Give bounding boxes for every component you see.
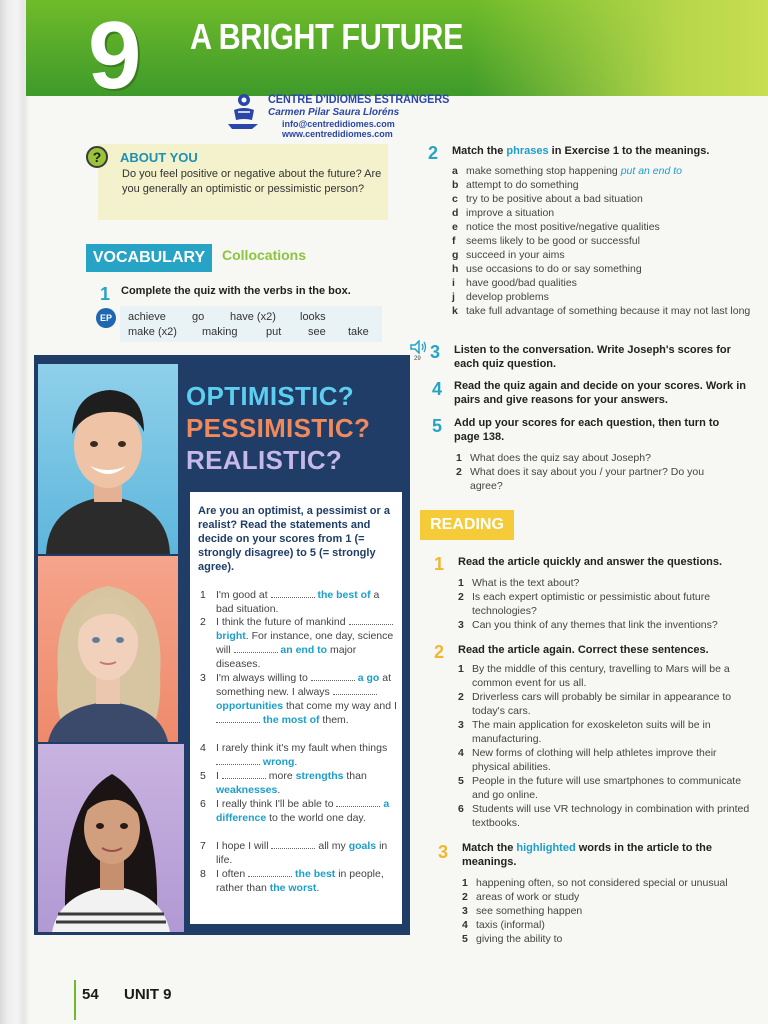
answer-blank[interactable] [222, 770, 266, 779]
question-list [458, 576, 756, 632]
list-item [452, 248, 752, 262]
item-text: happening often, so not considered special or unusual [476, 877, 728, 889]
item-number: 1 [458, 663, 464, 675]
quiz-title-realistic: REALISTIC? [186, 445, 343, 475]
item-number: 6 [458, 803, 464, 815]
question-list [456, 451, 716, 493]
item-text: What is the text about? [472, 577, 580, 589]
quiz-item [200, 867, 398, 895]
list-item [458, 576, 756, 590]
quiz-text: I really think I'll be able to [216, 798, 337, 810]
answer-blank[interactable] [234, 644, 278, 653]
list-item [462, 918, 762, 932]
exercise-instruction: Complete the quiz with the verbs in the box. [121, 285, 351, 297]
quiz-text: in people, rather than [216, 868, 384, 894]
exercise-number: 4 [432, 379, 443, 399]
item-letter: e [452, 221, 458, 233]
quiz-text: . [294, 756, 298, 768]
word-box-item: have (x2) [230, 311, 276, 323]
list-item [458, 662, 756, 690]
word-box-item: take [348, 326, 369, 338]
quiz-text: them. [319, 714, 349, 726]
item-text: see something happen [476, 905, 583, 917]
item-number: 1 [456, 452, 462, 464]
quiz-text: I hope I will [216, 840, 272, 852]
portrait-boy [38, 364, 178, 554]
list-item [452, 304, 752, 318]
quiz-text: I'm good at [216, 589, 271, 601]
item-letter: g [452, 249, 459, 261]
exercise-number: 3 [430, 342, 441, 362]
quiz-text: . For instance, one day, science will [216, 630, 394, 656]
collocation: the best [295, 868, 336, 880]
word-box-item: see [308, 326, 326, 338]
quiz-item [200, 797, 398, 825]
quiz-text: I'm always willing to [216, 672, 311, 684]
item-number: 1 [462, 877, 468, 889]
exercise-instruction [462, 841, 752, 869]
item-number: 3 [462, 905, 468, 917]
about-you-title: ABOUT YOU [120, 150, 198, 165]
exercise-number: 3 [438, 842, 449, 862]
quiz-item-number: 6 [200, 798, 206, 810]
item-text: Students will use VR technology in combination with printed textbooks. [472, 803, 750, 829]
quiz-item-number: 5 [200, 770, 206, 782]
list-item [458, 774, 756, 802]
item-text: make something stop happening [466, 165, 621, 177]
item-letter: a [452, 165, 458, 177]
collocation: opportunities [216, 700, 284, 712]
item-text: New forms of clothing will help athletes improve their physical abilities. [472, 747, 717, 773]
school-email: info@centredidiomes.com [282, 119, 395, 129]
quiz-text: I [216, 770, 222, 782]
item-number: 3 [458, 619, 464, 631]
collocation: strengths [295, 770, 344, 782]
item-number: 4 [462, 919, 468, 931]
item-number: 5 [458, 775, 464, 787]
quiz-text: I rarely think it's my fault when things [216, 742, 388, 754]
quiz-item-number: 7 [200, 840, 206, 852]
list-item [452, 220, 752, 234]
quiz-intro: Are you an optimist, a pessimist or a realist? Read the statements and decide on your scores from 1 (= strongly disagree) to 5 (= strongly agree). [198, 505, 390, 573]
exercise-instruction: Read the article again. Correct these sentences. [458, 644, 709, 656]
portrait-girl-dark-hair [38, 744, 184, 932]
word-box-item: making [202, 326, 238, 338]
quiz-text: . [316, 882, 320, 894]
exercise-instruction [452, 144, 752, 158]
speaker-icon[interactable] [410, 340, 428, 354]
vocabulary-subtitle: Collocations [222, 247, 307, 263]
item-text: develop problems [466, 291, 549, 303]
quiz-text: at something new. I always [216, 672, 391, 698]
answer-blank[interactable] [349, 616, 393, 625]
list-item [452, 164, 752, 178]
quiz-title-pessimistic: PESSIMISTIC? [186, 413, 371, 443]
word-box-item: achieve [128, 311, 166, 323]
instruction-text: Match the [452, 145, 507, 157]
quiz-text: that come my way and I [283, 700, 397, 712]
list-item [458, 802, 756, 830]
exercise-number: 1 [100, 284, 111, 304]
answer-blank[interactable] [216, 756, 260, 765]
item-number: 4 [458, 747, 464, 759]
quiz-item [200, 671, 398, 727]
quiz-item [200, 839, 398, 867]
item-text: improve a situation [466, 207, 555, 219]
track-number: 29 [414, 356, 421, 362]
item-text: take full advantage of something because it may not last long [466, 305, 751, 317]
unit-number: 9 [88, 2, 142, 109]
example-answer: put an end to [620, 165, 682, 177]
word-box-item: looks [300, 311, 326, 323]
portrait-girl-blonde [38, 556, 178, 742]
exercise-number: 2 [434, 642, 445, 662]
item-letter: h [452, 263, 459, 275]
quiz-text: a bad situation. [216, 589, 380, 615]
instruction-text: Match the [462, 842, 517, 854]
quiz-item-number: 4 [200, 742, 206, 754]
quiz-text: than [343, 770, 367, 782]
list-item [452, 290, 752, 304]
item-text: try to be positive about a bad situation [466, 193, 643, 205]
list-item [458, 590, 756, 618]
quiz-item [200, 588, 398, 616]
item-letter: c [452, 193, 458, 205]
instruction-text: in Exercise 1 to the meanings. [548, 145, 710, 157]
quiz-text: I often [216, 868, 249, 880]
answer-blank[interactable] [248, 868, 292, 877]
quiz-item [200, 615, 398, 671]
item-number: 2 [462, 891, 468, 903]
exercise-number: 2 [428, 143, 439, 163]
quiz-text: I think the future of mankind [216, 616, 349, 628]
item-text: taxis (informal) [476, 919, 545, 931]
unit-title: A BRIGHT FUTURE [190, 16, 463, 57]
collocation: the best [317, 589, 358, 601]
item-number: 3 [458, 719, 464, 731]
word-box-item: go [192, 311, 205, 323]
collocation: the worst [269, 882, 317, 894]
item-letter: k [452, 305, 458, 317]
collocation: wrong [262, 756, 295, 768]
word-box [120, 306, 382, 342]
exercise-instruction: Read the quiz again and decide on your scores. Work in pairs and give reasons for your answers. [454, 380, 746, 406]
ep-badge: EP [96, 308, 116, 328]
vocabulary-label: VOCABULARY [86, 244, 212, 272]
collocation: of [360, 589, 371, 601]
answer-blank[interactable] [271, 840, 315, 849]
footer-unit-label: UNIT 9 [124, 986, 172, 1003]
quiz-text: . [277, 784, 281, 796]
exercise-instruction: Add up your scores for each question, then turn to page 138. [454, 417, 720, 443]
header-banner-fade [470, 0, 768, 96]
page-number: 54 [82, 986, 99, 1003]
school-website: www.centredidiomes.com [282, 129, 393, 139]
quiz-title-optimistic: OPTIMISTIC? [186, 381, 354, 411]
answer-blank[interactable] [271, 589, 315, 598]
item-text: Is each expert optimistic or pessimistic about future technologies? [472, 591, 711, 617]
list-item [452, 262, 752, 276]
item-text: The main application for exoskeleton suits will be in manufacturing. [472, 719, 711, 745]
quiz-item [200, 769, 398, 797]
list-item [462, 932, 762, 946]
meanings-list [462, 876, 762, 946]
list-item [462, 904, 762, 918]
school-logo-icon [222, 92, 262, 132]
quiz-item-number: 8 [200, 868, 206, 880]
collocation: bright [216, 630, 246, 642]
list-item [456, 465, 716, 493]
quiz-item [200, 741, 398, 769]
item-text: giving the ability to [476, 933, 563, 945]
instruction-highlight: highlighted [516, 842, 576, 854]
item-letter: f [452, 235, 456, 247]
list-item [452, 276, 752, 290]
list-item [452, 234, 752, 248]
list-item [458, 718, 756, 746]
quiz-item-number: 3 [200, 672, 206, 684]
footer-divider [74, 980, 76, 1020]
instruction-text: words in the article to the meanings. [462, 842, 712, 868]
item-letter: d [452, 207, 459, 219]
item-number: 5 [462, 933, 468, 945]
list-item [458, 618, 756, 632]
quiz-text: more [265, 770, 296, 782]
item-number: 2 [456, 466, 462, 478]
item-text: have good/bad qualities [466, 277, 577, 289]
instruction-highlight: phrases [506, 145, 549, 157]
item-letter: j [452, 291, 455, 303]
collocation: weaknesses [216, 784, 278, 796]
reading-label: READING [420, 510, 514, 540]
collocation: a difference [216, 798, 390, 824]
list-item [462, 890, 762, 904]
sentence-list [458, 662, 756, 830]
item-text: By the middle of this century, travelling to Mars will be a common event for us all. [472, 663, 730, 689]
list-item [452, 192, 752, 206]
item-text: Driverless cars will probably be similar in appearance to today's cars. [472, 691, 732, 717]
word-box-item: make (x2) [128, 326, 177, 338]
list-item [458, 746, 756, 774]
page-binding-edge [0, 0, 30, 1024]
list-item [452, 206, 752, 220]
item-letter: i [452, 277, 455, 289]
list-item [462, 876, 762, 890]
item-number: 2 [458, 591, 464, 603]
answer-blank[interactable] [216, 714, 260, 723]
collocation: a go [357, 672, 380, 684]
item-text: succeed in your aims [466, 249, 565, 261]
answer-blank[interactable] [336, 798, 380, 807]
item-text: What does it say about you / your partner? Do you agree? [470, 466, 705, 492]
quiz-text: major diseases. [216, 644, 357, 670]
item-text: areas of work or study [476, 891, 580, 903]
quiz-item-number: 1 [200, 589, 206, 601]
quiz-text: all my [315, 840, 349, 852]
quiz-text: to the world one day. [266, 812, 366, 824]
answer-blank[interactable] [333, 686, 377, 695]
list-item [452, 178, 752, 192]
collocation: the most of [262, 714, 320, 726]
list-item [458, 690, 756, 718]
item-text: notice the most positive/negative qualities [466, 221, 660, 233]
item-text: What does the quiz say about Joseph? [470, 452, 651, 464]
collocation: goals [348, 840, 377, 852]
exercise-number: 5 [432, 416, 443, 436]
word-box-item: put [266, 326, 282, 338]
item-number: 2 [458, 691, 464, 703]
exercise-number: 1 [434, 554, 445, 574]
item-text: People in the future will use smartphones to communicate and go online. [472, 775, 742, 801]
meanings-list [452, 164, 752, 318]
school-name: CENTRE D'IDIOMES ESTRANGERS [268, 92, 450, 106]
item-text: use occasions to do or say something [466, 263, 642, 275]
item-letter: b [452, 179, 459, 191]
school-person: Carmen Pilar Saura Lloréns [268, 107, 400, 118]
list-item [456, 451, 716, 465]
question-icon: ? [86, 146, 108, 168]
item-number: 1 [458, 577, 464, 589]
school-stamp [222, 88, 450, 144]
collocation: an end to [280, 644, 328, 656]
item-text: Can you think of any themes that link the inventions? [472, 619, 718, 631]
answer-blank[interactable] [311, 672, 355, 681]
item-text: seems likely to be good or successful [466, 235, 640, 247]
quiz-item-number: 2 [200, 616, 206, 628]
exercise-instruction: Read the article quickly and answer the questions. [458, 556, 723, 568]
exercise-instruction: Listen to the conversation. Write Joseph's scores for each quiz question. [454, 344, 731, 370]
item-text: attempt to do something [466, 179, 579, 191]
about-you-text: Do you feel positive or negative about the future? Are you generally an optimistic or pessimistic person? [122, 168, 382, 195]
quiz-text: in life. [216, 840, 388, 866]
